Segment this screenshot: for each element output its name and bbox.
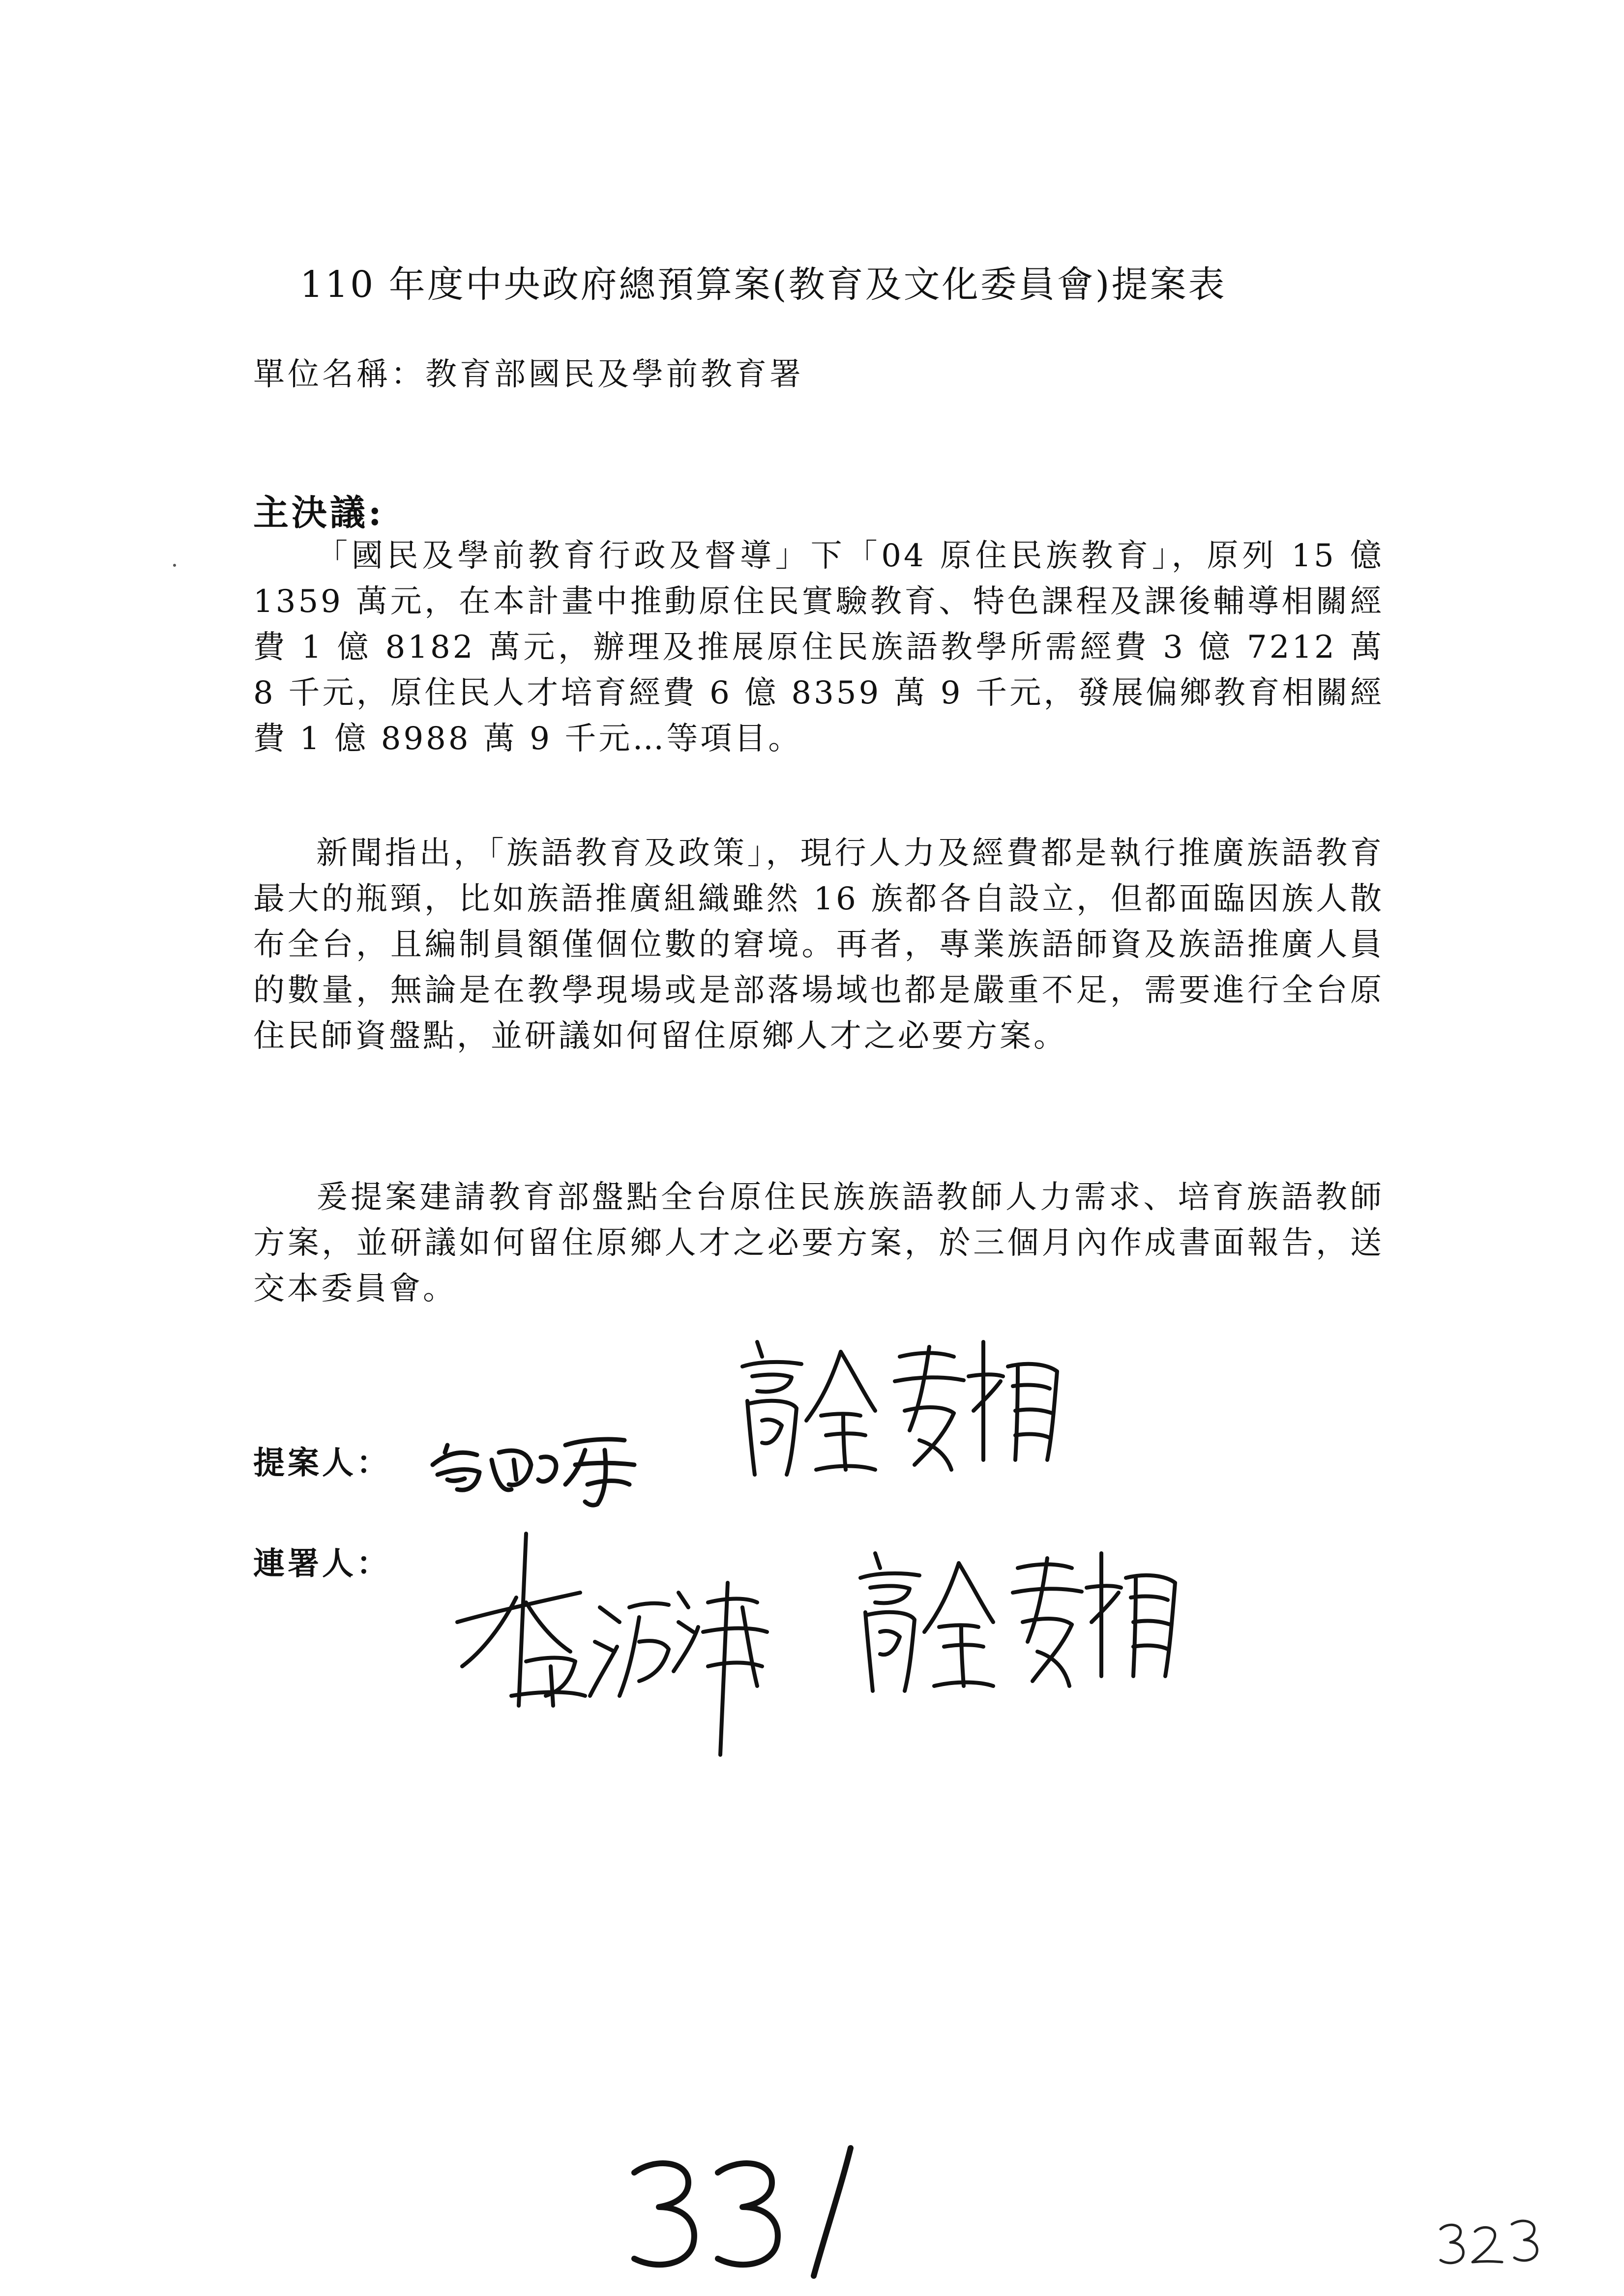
paragraph-proposal: 爰提案建請教育部盤點全台原住民族族語教師人力需求、培育族語教師方案，並研議如何留住原鄉人才之必要方案，於三個月內作成書面報告，送交本委員會。 <box>253 1179 1384 1307</box>
small-page-number <box>1436 2207 1549 2271</box>
paragraph-news: 新聞指出，「族語教育及政策」，現行人力及經費都是執行推廣族語教育最大的瓶頸，比如族語推廣組織雖然 16 族都各自設立，但都面臨因族人散布全台，且編制員額僅個位數的窘境。再者，專業族語師資及族語推廣人員的數量，無論是在教學現場或是部落場域也都是嚴重不足，需要進行全台原住民師資盤點，並研議如何留住原鄉人才之必要方案。 <box>253 835 1384 1054</box>
resolution-label: 主決議: <box>253 492 384 533</box>
proposer-signature-2 <box>728 1322 1072 1489</box>
handwritten-page-number <box>620 2138 875 2286</box>
proposer-signature-1 <box>418 1406 674 1514</box>
cosigner-label: 連署人： <box>253 1545 391 1582</box>
cosigner-signature-2 <box>846 1534 1190 1711</box>
proposer-label: 提案人： <box>253 1445 391 1482</box>
unit-name: 單位名稱：教育部國民及學前教育署 <box>253 356 804 393</box>
cosigner-signature-1 <box>452 1519 806 1774</box>
paragraph-budget: 「國民及學前教育行政及督導」下「04 原住民族教育」，原列 15 億 1359 萬元，在本計畫中推動原住民實驗教育、特色課程及課後輔導相關經費 1 億 8182 萬元，辦理及推展原住民族語教學所需經費 3 億 7212 萬 8 千元，原住民人才培育經費 6 億 8359 萬 9 千元，發展偏鄉教育相關經費 1 億 8988 萬 9 千元…等項目。 <box>253 538 1384 757</box>
scan-speck <box>173 564 176 567</box>
document-title: 110 年度中央政府總預算案(教育及文化委員會)提案表 <box>300 263 1227 306</box>
